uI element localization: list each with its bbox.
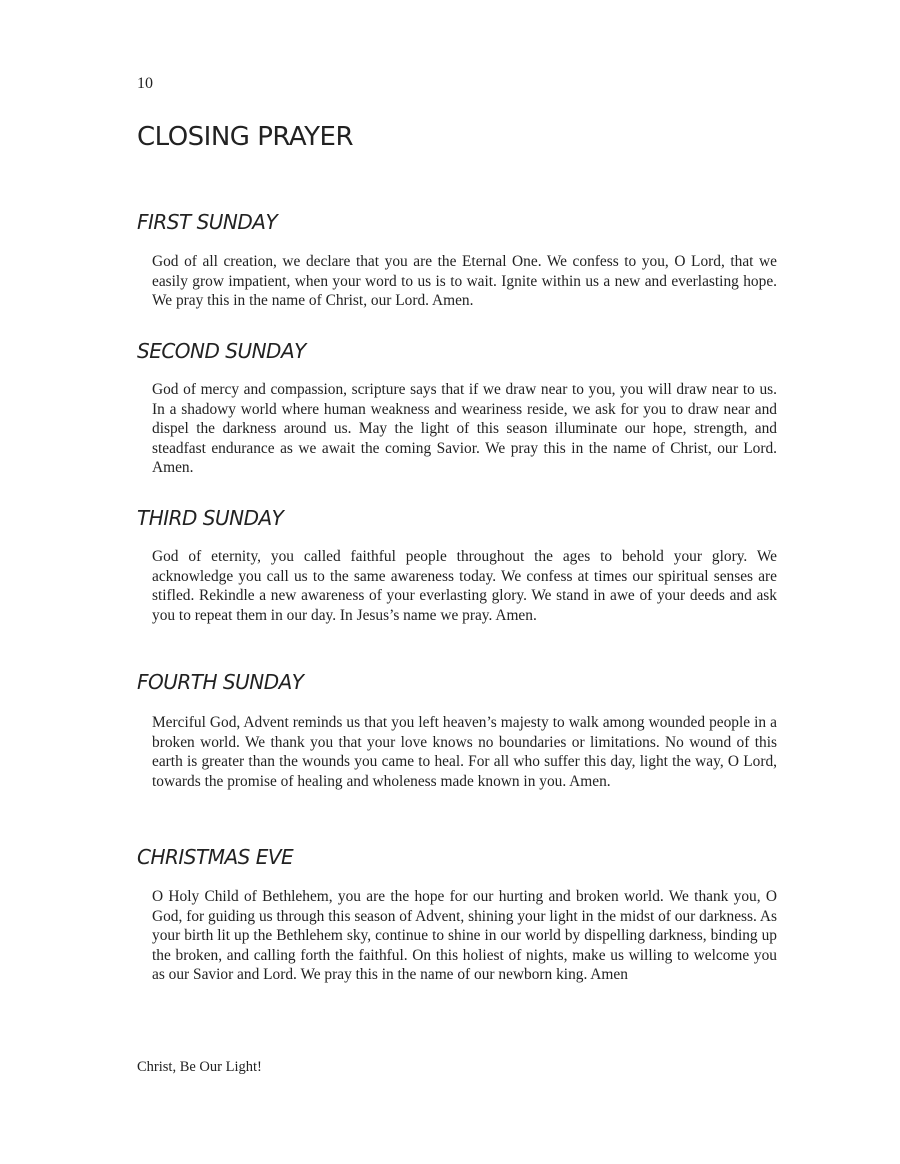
section-heading: CHRISTMAS EVE: [137, 845, 294, 869]
section-third-sunday: [137, 506, 777, 625]
page-number: 10: [137, 75, 153, 92]
footer-title: Christ, Be Our Light!: [137, 1059, 262, 1075]
section-heading: THIRD SUNDAY: [137, 506, 284, 530]
section-heading: FOURTH SUNDAY: [137, 670, 304, 694]
section-heading: SECOND SUNDAY: [137, 339, 306, 363]
section-second-sunday: [137, 339, 777, 478]
prayer-text: God of eternity, you called faithful people throughout the ages to behold your glory. We acknowledge you call us to the same awareness today. We confess at times our spiritual senses are stifled. Rekindle a new awareness of your everlasting glory. We stand in awe of your deeds and ask you to repeat them in our day. In Jesus’s name we pray. Amen.: [152, 548, 777, 624]
section-heading: FIRST SUNDAY: [137, 210, 278, 234]
prayer-text: God of all creation, we declare that you are the Eternal One. We confess to you, O Lord, that we easily grow impatient, when your word to us is to wait. Ignite within us a new and everlasting hope. We pray this in the name of Christ, our Lord. Amen.: [152, 253, 777, 310]
section-first-sunday: [137, 210, 777, 311]
page-title: CLOSING PRAYER: [137, 122, 354, 152]
prayer-text: O Holy Child of Bethlehem, you are the hope for our hurting and broken world. We thank you, O God, for guiding us through this season of Advent, shining your light in the midst of our darkness. As your birth lit up the Bethlehem sky, continue to shine in our world by dispelling darkness, binding up the broken, and calling forth the faithful. On this holiest of nights, make us willing to welcome you as our Savior and Lord. We pray this in the name of our newborn king. Amen: [152, 888, 777, 984]
prayer-text: Merciful God, Advent reminds us that you left heaven’s majesty to walk among wounded people in a broken world. We thank you that your love knows no boundaries or limitations. No wound of this earth is greater than the wounds you came to heal. For all who suffer this day, light the way, O Lord, towards the promise of healing and wholeness made known in you. Amen.: [152, 714, 777, 790]
section-christmas-eve: [137, 845, 777, 985]
section-fourth-sunday: [137, 670, 777, 791]
prayer-text: God of mercy and compassion, scripture says that if we draw near to you, you will draw near to us. In a shadowy world where human weakness and weariness reside, we ask for you to draw near and dispel the darkness around us. May the light of this season illuminate our hope, strength, and steadfast endurance as we await the coming Savior. We pray this in the name of Christ, our Lord. Amen.: [152, 381, 777, 477]
